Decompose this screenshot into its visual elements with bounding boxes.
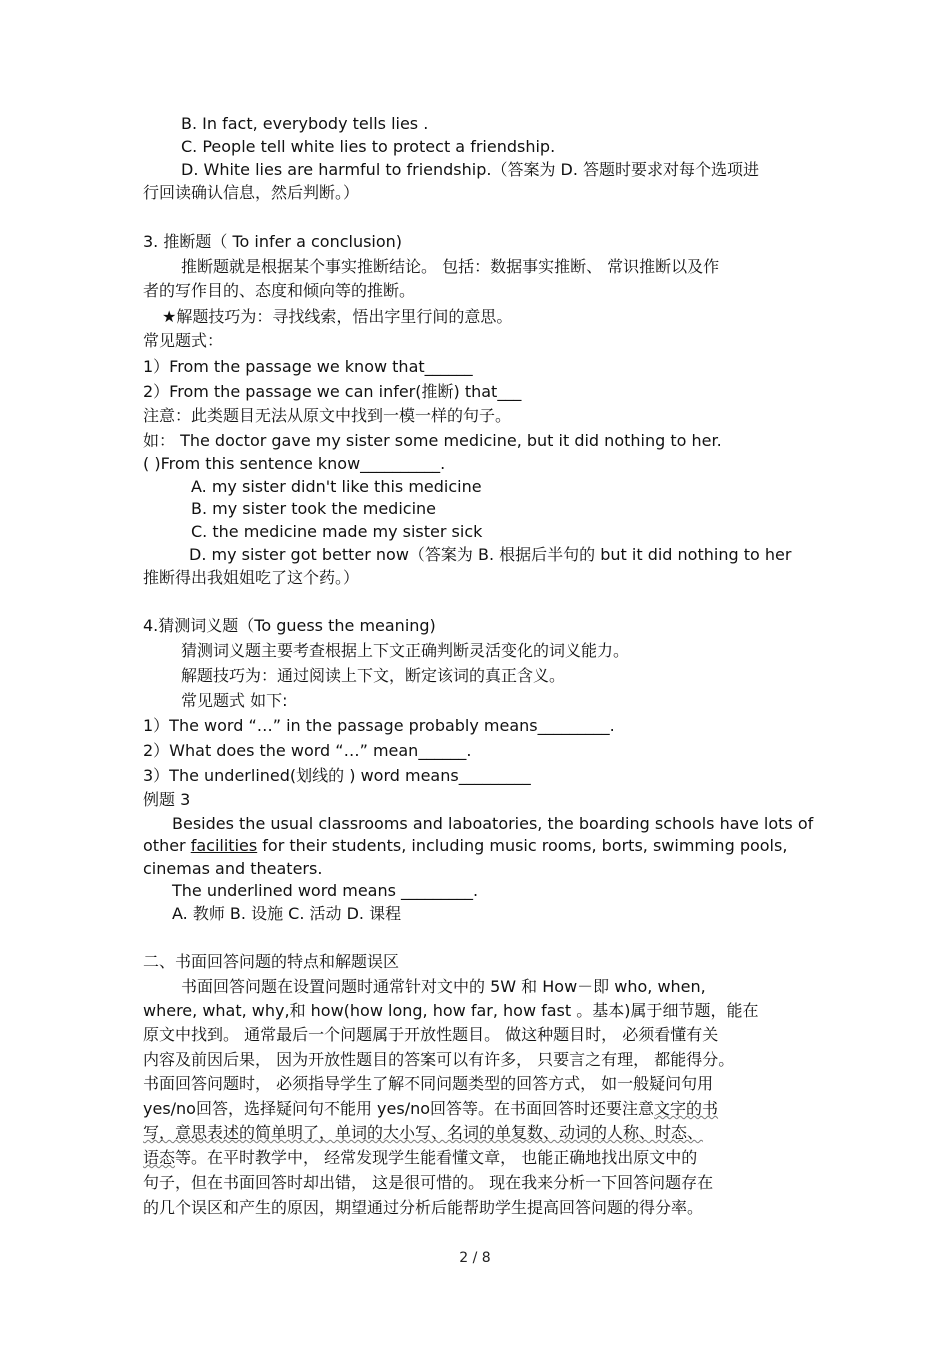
answer-note-line: 推断得出我姐姐吃了这个药。） [143,568,360,587]
wavy-marked-text: 写，意思表述的简单明了，单词的大小写、名词的单复数、动词的人称、时态、 [143,1123,704,1142]
example-passage-line: cinemas and theaters. [143,859,323,878]
example-passage-line: Besides the usual classrooms and laboatories, the boarding schools have lots of [172,814,814,833]
form-item: 1）From the passage we know that______ [143,357,473,376]
option-a-line: A. my sister didn't like this medicine [191,477,482,496]
answer-note-line: 行回读确认信息，然后判断。） [143,183,360,202]
passage-text: for their students, including music rooms, borts, swimming pools, [257,836,788,855]
option-b-line: B. my sister took the medicine [191,499,436,518]
tip-line: 解题技巧为：通过阅读上下文，断定该词的真正含义。 [181,666,566,685]
example-label: 例题 3 [143,790,191,809]
paragraph-line: 书面回答问题时， 必须指导学生了解不同问题类型的回答方式， 如一般疑问句用 [143,1074,714,1093]
section-4-heading: 4.猜测词义题（To guess the meaning) [143,616,436,635]
common-forms-label: 常见题式： [143,331,224,350]
example-line: 如： The doctor gave my sister some medicine, but it did nothing to her. [143,431,722,450]
paragraph-text: 等。在平时教学中， 经常发现学生能看懂文章， 也能正确地找出原文中的 [175,1148,698,1167]
paragraph-line: 猜测词义题主要考查根据上下文正确判断灵活变化的词义能力。 [181,641,630,660]
paragraph-line: 原文中找到。 通常最后一个问题属于开放性题目。 做这种题目时， 必须看懂有关 [143,1025,719,1044]
option-c-line: C. the medicine made my sister sick [191,522,483,541]
paragraph-line: 的几个误区和产生的原因，期望通过分析后能帮助学生提高回答问题的得分率。 [143,1198,704,1217]
wavy-marked-text: 文字的书 [654,1099,719,1118]
paragraph-line: 推断题就是根据某个事实推断结论。 包括：数据事实推断、 常识推断以及作 [181,257,720,276]
options-line: A. 教师 B. 设施 C. 活动 D. 课程 [172,904,402,923]
question-line: ( )From this sentence know__________. [143,454,446,473]
section-heading: 二、书面回答问题的特点和解题误区 [143,952,400,971]
paragraph-line: 内容及前因后果， 因为开放性题目的答案可以有许多， 只要言之有理， 都能得分。 [143,1050,735,1069]
option-b-line: B. In fact, everybody tells lies . [181,114,429,133]
section-3-heading: 3. 推断题（ To infer a conclusion) [143,232,403,251]
form-item: 2）What does the word “…” mean______. [143,741,472,760]
paragraph-line: where, what, why,和 how(how long, how far, how fast 。基本)属于细节题，能在 [143,1001,759,1020]
option-c-line: C. People tell white lies to protect a friendship. [181,137,556,156]
page-number: 2 / 8 [459,1250,491,1266]
paragraph-line [143,1098,718,1120]
form-item: 2）From the passage we can infer(推断) that___ [143,382,522,401]
example-passage-line [143,835,787,857]
note-line: 注意：此类题目无法从原文中找到一模一样的句子。 [143,406,512,425]
paragraph-text: yes/no回答，选择疑问句不能用 yes/no回答等。在书面回答时还要注意 [143,1099,655,1118]
paragraph-line: 书面回答问题在设置问题时通常针对文中的 5W 和 How－即 who, when, [181,977,706,996]
paragraph-line [143,1122,703,1144]
paragraph-line: 者的写作目的、态度和倾向等的推断。 [143,281,416,300]
wavy-marked-text: 语态 [143,1148,176,1167]
passage-text: other [143,836,191,855]
question-line: The underlined word means _________. [172,881,479,900]
paragraph-line [143,1147,697,1169]
underlined-word: facilities [190,836,258,855]
common-forms-label: 常见题式 如下: [181,691,288,710]
tip-line: ★解题技巧为：寻找线索，悟出字里行间的意思。 [162,307,513,326]
paragraph-line: 句子，但在书面回答时却出错， 这是很可惜的。 现在我来分析一下回答问题存在 [143,1173,714,1192]
form-item: 3）The underlined(划线的 ) word means_________ [143,766,531,785]
form-item: 1）The word “…” in the passage probably means_________. [143,716,615,735]
option-d-line: D. my sister got better now（答案为 B. 根据后半句的 but it did nothing to her [189,545,792,564]
option-d-line: D. White lies are harmful to friendship.（答案为 D. 答题时要求对每个选项进 [181,160,760,179]
